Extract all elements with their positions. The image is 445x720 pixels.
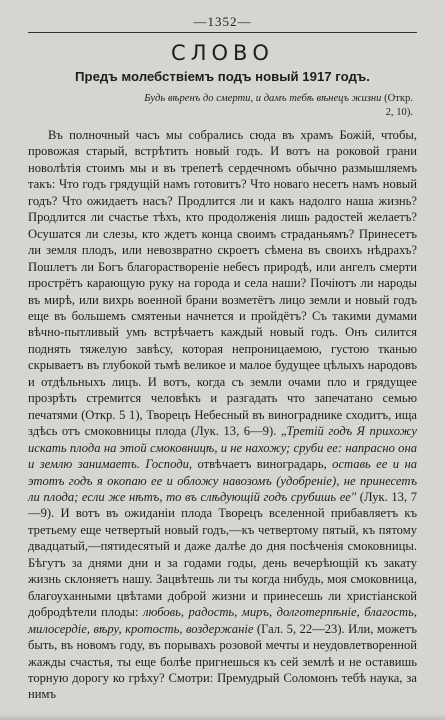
body-quote: „Третій годъ Я прихожу искать плода на этой смоковницѣ, и не нахожу; сруби ее: напрасно она и землю занимаетъ. Господи,	[28, 424, 417, 472]
page-subtitle: Предъ молебствіемъ подъ новый 1917 годъ.	[75, 69, 370, 84]
body-text-part: отвѣчаетъ виноградарь,	[197, 457, 327, 472]
body-text-part: (Гал. 5, 22—23). Или, можетъ быть, въ новомъ году, въ порывахъ розовой мечты и неудовлетворенной жажды счастья, ты еще болѣе пригнешься къ сей землѣ и не оставишь торную дорогу ко грѣху? Смотри: Премудрый Соломонъ тебѣ наука, за нимъ	[28, 621, 417, 702]
page-edge-shadow	[0, 714, 445, 720]
body-paragraph	[28, 127, 417, 703]
epigraph-quote: Будь вѣренъ до смерти, и дамъ тебѣ вѣнецъ жизни	[144, 93, 382, 104]
epigraph-ref: (Откр. 2, 10).	[384, 93, 413, 118]
page-number: —1352—	[193, 14, 252, 29]
body-text-part: Въ полночный часъ мы собрались сюда въ храмъ Божій, чтобы, провожая старый, встрѣтить новый годъ. И вотъ на роковой грани новолѣтія стоимъ мы и въ трепетѣ сердечномъ обычно размышляемъ такъ: Что годъ грядущій намъ готовитъ? Что новаго несетъ намъ новый годъ? Что ожидаетъ насъ? Продлится ли и какъ надолго наша жизнь? Продлится ли счастье тѣхъ, кто продолженія лишь радостей желаетъ? Осушатся ли слезы, кто ждетъ конца своимъ страданьямъ? Принесетъ ли земля плодъ, или невозвратно скроетъ сѣмена въ своихъ нѣдрахъ? Пошлетъ ли Богъ благораствореніе небесъ природѣ, или ангелъ смерти прострётъ карающую руку на города и села наши? Почіютъ ли народы въ мирѣ, или вихрь военной брани возметётъ лицо земли и новый годъ еще въ большемъ смятеньи начнется и пройдётъ? Съ такими думами вѣчно-пытливый умъ встрѣчаетъ каждый новый годъ. Онъ силится поднять тяжелую завѣсу, которая непроницаемою, густою тканью скрываетъ въ глубокой тьмѣ великое и малое будущее цѣлыхъ народовъ и отдѣльныхъ лицъ. И вотъ, когда съ земли очами пло и грядущее прозрѣть стремится человѣкъ и разгадать что запечатано семью печатями (Откр. 5 1), Творецъ Небесный въ винограднике сходитъ, ища здѣсь отъ смоковницы плода (Лук. 13, 6—9).	[28, 128, 417, 439]
page-title: СЛОВО	[171, 41, 274, 65]
body-text-part: (Лук. 13, 7—9). И вотъ въ ожиданіи плода Творецъ вселенной прибавляетъ къ третьему еще четвертый новый годъ,—къ четвертому пятый, къ пятому двадцатый,—пятидесятый и даже далѣе до дня посѣченія смоковницы. Бѣгутъ за днями дни и за годами годы, день вечерѣющій къ закату жизнь склоняетъ нашу. Зацвѣтешь ли ты когда нибудь, моя смоковница, благоуханными цвѣтами доброй жизни и принесешь ли христіанской добродѣтели плоды:	[28, 489, 417, 620]
body-quote: любовь, радость, миръ, долготерпѣніе, благость, милосердіе, вѣру, кротость, воздержаніе	[28, 605, 417, 636]
epigraph	[144, 92, 413, 119]
body-quote: оставь ее и на этотъ годъ я окопаю ее и обложу навозомъ (удобреніе), не принесетъ ли плода; если же нѣтъ, то въ слѣдующій годъ срубишь ее"	[28, 457, 417, 504]
header-rule	[28, 32, 417, 33]
